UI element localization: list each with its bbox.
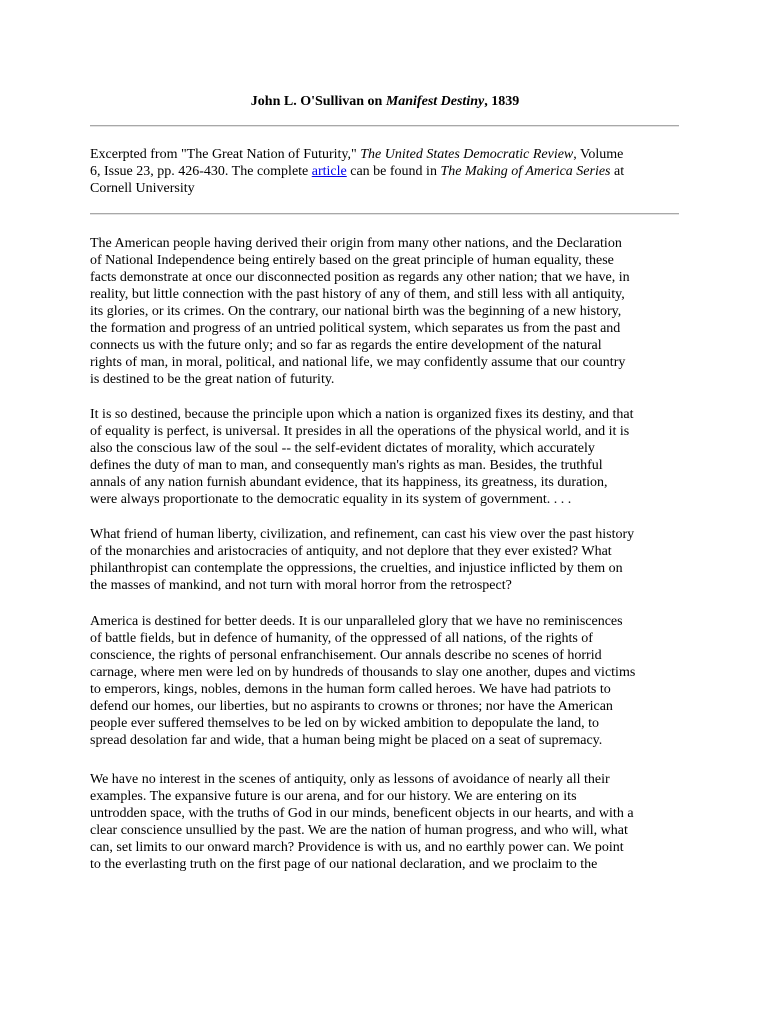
- paragraph-line: clear conscience unsullied by the past. We are the nation of human progress, and who will, what: [90, 823, 628, 838]
- paragraph-line: examples. The expansive future is our arena, and for our history. We are entering on its: [90, 789, 577, 804]
- paragraph-line: America is destined for better deeds. It is our unparalleled glory that we have no reminiscences: [90, 614, 623, 629]
- horizontal-rule-top: [90, 125, 679, 127]
- paragraph-line: is destined to be the great nation of futurity.: [90, 372, 335, 387]
- paragraph-line: the formation and progress of an untried political system, which separates us from the past and: [90, 321, 621, 336]
- source-text: Excerpted from "The Great Nation of Futurity,": [90, 147, 361, 162]
- paragraph-line: can, set limits to our onward march? Providence is with us, and no earthly power can. We point: [90, 840, 624, 855]
- paragraph-5: [90, 771, 680, 873]
- paragraph-line: spread desolation far and wide, that a human being might be placed on a seat of supremacy.: [90, 733, 603, 748]
- paragraph-line: of the monarchies and aristocracies of antiquity, and not deplore that they ever existed? What: [90, 544, 612, 559]
- title-suffix: , 1839: [484, 94, 520, 109]
- paragraph-line: to the everlasting truth on the first page of our national declaration, and we proclaim to the: [90, 857, 598, 872]
- paragraph-line: of National Independence being entirely based on the great principle of human equality, these: [90, 253, 614, 268]
- title-prefix: John L. O'Sullivan on: [250, 94, 386, 109]
- paragraph-line: We have no interest in the scenes of antiquity, only as lessons of avoidance of nearly all their: [90, 772, 610, 787]
- paragraph-line: to emperors, kings, nobles, demons in the human form called heroes. We have had patriots to: [90, 682, 611, 697]
- source-text: , Volume: [573, 147, 624, 162]
- page-title: [90, 93, 680, 111]
- paragraph-line: of equality is perfect, is universal. It presides in all the operations of the physical world, and it is: [90, 424, 630, 439]
- source-note: [90, 146, 680, 197]
- source-note-line-1: [90, 146, 680, 163]
- paragraph-line: also the conscious law of the soul -- the self-evident dictates of morality, which accurately: [90, 441, 595, 456]
- paragraph-line: rights of man, in moral, political, and national life, we may confidently assume that our country: [90, 355, 626, 370]
- title-italic: Manifest Destiny: [385, 94, 485, 109]
- journal-title: The United States Democratic Review: [360, 147, 574, 162]
- paragraph-line: What friend of human liberty, civilization, and refinement, can cast his view over the past history: [90, 527, 635, 542]
- paragraph-line: its glories, or its crimes. On the contrary, our national birth was the beginning of a new history,: [90, 304, 622, 319]
- paragraph-1: [90, 235, 680, 388]
- paragraph-2: [90, 406, 680, 508]
- paragraph-line: carnage, where men were led on by hundreds of thousands to slay one another, dupes and victims: [90, 665, 636, 680]
- paragraph-line: defend our homes, our liberties, but no aspirants to crowns or thrones; nor have the American: [90, 699, 613, 714]
- paragraph-line: philanthropist can contemplate the oppressions, the cruelties, and injustice inflicted by them on: [90, 561, 623, 576]
- paragraph-line: defines the duty of man to man, and consequently man's rights as man. Besides, the truthful: [90, 458, 603, 473]
- paragraph-line: facts demonstrate at once our disconnected position as regards any other nation; that we have, in: [90, 270, 630, 285]
- article-link[interactable]: article: [311, 164, 347, 179]
- horizontal-rule-bottom: [90, 213, 679, 215]
- paragraph-line: conscience, the rights of personal enfranchisement. Our annals describe no scenes of horrid: [90, 648, 602, 663]
- series-title: The Making of America Series: [440, 164, 611, 179]
- paragraph-line: annals of any nation furnish abundant evidence, that its happiness, its greatness, its duration,: [90, 475, 608, 490]
- paragraph-line: It is so destined, because the principle upon which a nation is organized fixes its destiny, and that: [90, 407, 634, 422]
- source-text: at: [610, 164, 625, 179]
- paragraph-line: The American people having derived their origin from many other nations, and the Declaration: [90, 236, 622, 251]
- paragraph-3: [90, 526, 680, 594]
- paragraph-line: the masses of mankind, and not turn with moral horror from the retrospect?: [90, 578, 512, 593]
- paragraph-line: of battle fields, but in defence of humanity, of the oppressed of all nations, of the rights of: [90, 631, 593, 646]
- source-text: can be found in: [346, 164, 441, 179]
- paragraph-4: [90, 613, 680, 749]
- paragraph-line: people ever suffered themselves to be led on by wicked ambition to depopulate the land, to: [90, 716, 600, 731]
- paragraph-line: connects us with the future only; and so far as regards the entire development of the natural: [90, 338, 602, 353]
- source-note-line-2: [90, 163, 680, 180]
- paragraph-line: were always proportionate to the democratic equality in its system of government. . . .: [90, 492, 572, 507]
- paragraph-line: untrodden space, with the truths of God in our minds, beneficent objects in our hearts, and with a: [90, 806, 634, 821]
- paragraph-line: reality, but little connection with the past history of any of them, and still less with all antiquity,: [90, 287, 625, 302]
- source-text: 6, Issue 23, pp. 426-430. The complete: [90, 164, 312, 179]
- source-note-line-3: Cornell University: [90, 181, 195, 196]
